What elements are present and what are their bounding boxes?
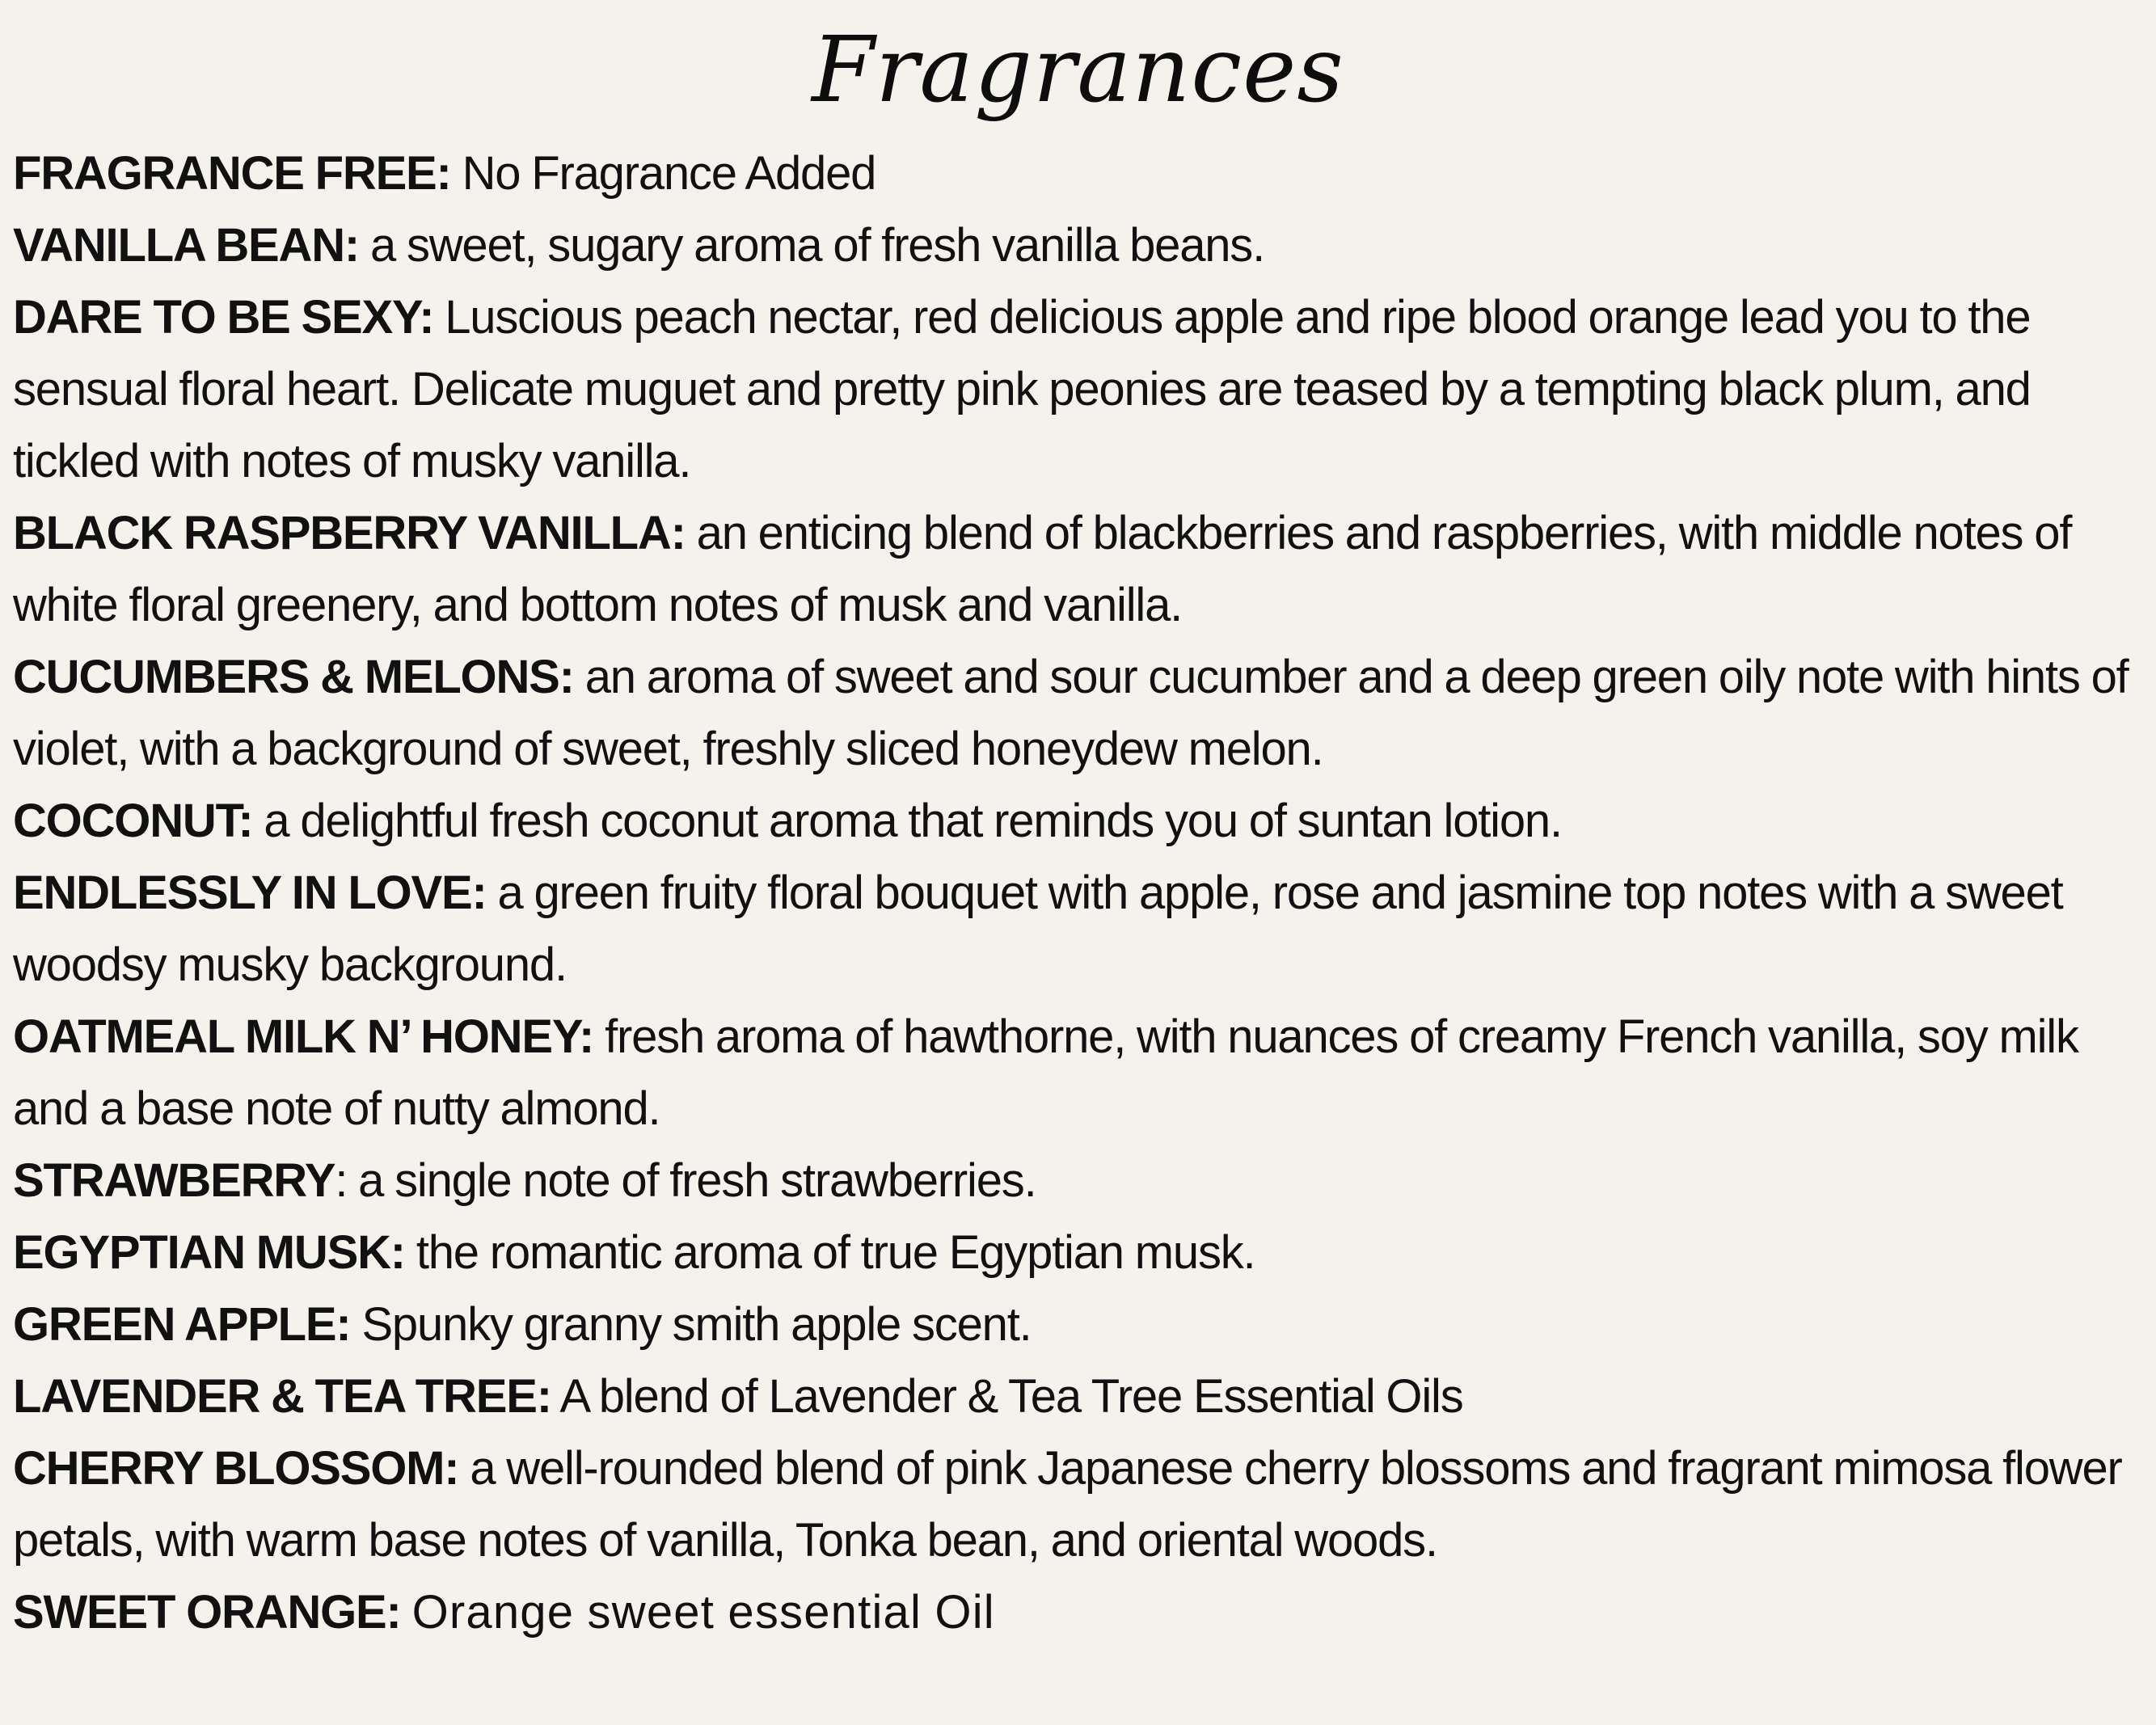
fragrance-name: FRAGRANCE FREE xyxy=(13,147,437,200)
fragrance-colon: : xyxy=(238,795,253,847)
fragrance-colon: : xyxy=(436,147,451,200)
fragrance-name: ENDLESSLY IN LOVE xyxy=(13,867,472,919)
fragrance-colon: : xyxy=(536,1370,551,1423)
fragrance-item-black-raspberry-vanilla xyxy=(13,497,2147,641)
fragrance-name: LAVENDER & TEA TREE xyxy=(13,1370,537,1423)
fragrance-item-sweet-orange xyxy=(13,1576,2147,1648)
fragrance-description: a single note of fresh strawberries. xyxy=(358,1154,1036,1207)
fragrance-list xyxy=(13,137,2147,1648)
fragrance-colon: : xyxy=(559,651,574,703)
fragrance-description: Luscious peach nectar, red delicious apple and ripe blood orange lead you to the sensual floral heart. Delicate muguet and pretty pink peonies are teased by a tempting black plum, and tickled with notes of musky vanilla. xyxy=(13,291,2031,487)
fragrance-description: fresh aroma of hawthorne, with nuances of creamy French vanilla, soy milk and a base note of nutty almond. xyxy=(13,1010,2078,1135)
fragrance-colon: : xyxy=(335,1154,348,1207)
fragrance-item-oatmeal-milk-n-honey xyxy=(13,1001,2147,1145)
fragrance-description: a sweet, sugary aroma of fresh vanilla beans. xyxy=(369,219,1265,272)
fragrance-name: COCONUT xyxy=(13,795,238,847)
fragrance-description: the romantic aroma of true Egyptian musk. xyxy=(416,1226,1255,1279)
fragrance-item-egyptian-musk xyxy=(13,1217,2147,1288)
fragrance-description: an aroma of sweet and sour cucumber and a deep green oily note with hints of violet, with a background of sweet, freshly sliced honeydew melon. xyxy=(13,651,2129,775)
fragrance-item-lavender-tea-tree xyxy=(13,1360,2147,1432)
fragrance-colon: : xyxy=(444,1442,459,1495)
fragrance-colon: : xyxy=(419,291,434,344)
fragrance-name: CUCUMBERS & MELONS xyxy=(13,651,559,703)
fragrance-item-green-apple xyxy=(13,1288,2147,1360)
fragrance-name: STRAWBERRY xyxy=(13,1154,335,1207)
fragrance-colon: : xyxy=(335,1298,351,1351)
fragrance-description: Orange sweet essential Oil xyxy=(411,1586,995,1639)
page-title: Fragrances xyxy=(812,18,1344,123)
fragrance-colon: : xyxy=(670,507,686,559)
fragrance-item-strawberry xyxy=(13,1145,2147,1217)
fragrance-name: OATMEAL MILK N’ HONEY xyxy=(13,1010,580,1063)
fragrance-description: A blend of Lavender & Tea Tree Essential Oils xyxy=(559,1370,1463,1423)
fragrance-description: No Fragrance Added xyxy=(462,147,876,200)
fragrance-name: EGYPTIAN MUSK xyxy=(13,1226,390,1279)
fragrance-name: SWEET ORANGE xyxy=(13,1586,386,1639)
fragrance-description: Spunky granny smith apple scent. xyxy=(361,1298,1032,1351)
fragrance-item-cucumbers-melons xyxy=(13,641,2147,785)
fragrance-name: DARE TO BE SEXY xyxy=(13,291,420,344)
fragrance-item-coconut xyxy=(13,785,2147,857)
fragrance-colon: : xyxy=(471,867,487,919)
fragrance-colon: : xyxy=(390,1226,405,1279)
fragrance-description: a well-rounded blend of pink Japanese cherry blossoms and fragrant mimosa flower petals, with warm base notes of vanilla, Tonka bean, and oriental woods. xyxy=(13,1442,2122,1567)
fragrance-item-dare-to-be-sexy xyxy=(13,281,2147,497)
fragrance-item-fragrance-free xyxy=(13,137,2147,209)
fragrance-item-cherry-blossom xyxy=(13,1432,2147,1576)
fragrance-name: CHERRY BLOSSOM xyxy=(13,1442,445,1495)
fragrance-item-vanilla-bean xyxy=(13,209,2147,281)
fragrance-description: a green fruity floral bouquet with apple, rose and jasmine top notes with a sweet woodsy musky background. xyxy=(13,867,2063,991)
fragrance-colon: : xyxy=(386,1586,401,1639)
fragrance-name: GREEN APPLE xyxy=(13,1298,336,1351)
fragrance-colon: : xyxy=(579,1010,594,1063)
fragrance-name: VANILLA BEAN xyxy=(13,219,344,272)
fragrance-description: an enticing blend of blackberries and raspberries, with middle notes of white floral greenery, and bottom notes of musk and vanilla. xyxy=(13,507,2072,631)
fragrance-colon: : xyxy=(344,219,360,272)
fragrance-item-endlessly-in-love xyxy=(13,857,2147,1001)
fragrance-name: BLACK RASPBERRY VANILLA xyxy=(13,507,671,559)
fragrance-description: a delightful fresh coconut aroma that reminds you of suntan lotion. xyxy=(264,795,1562,847)
